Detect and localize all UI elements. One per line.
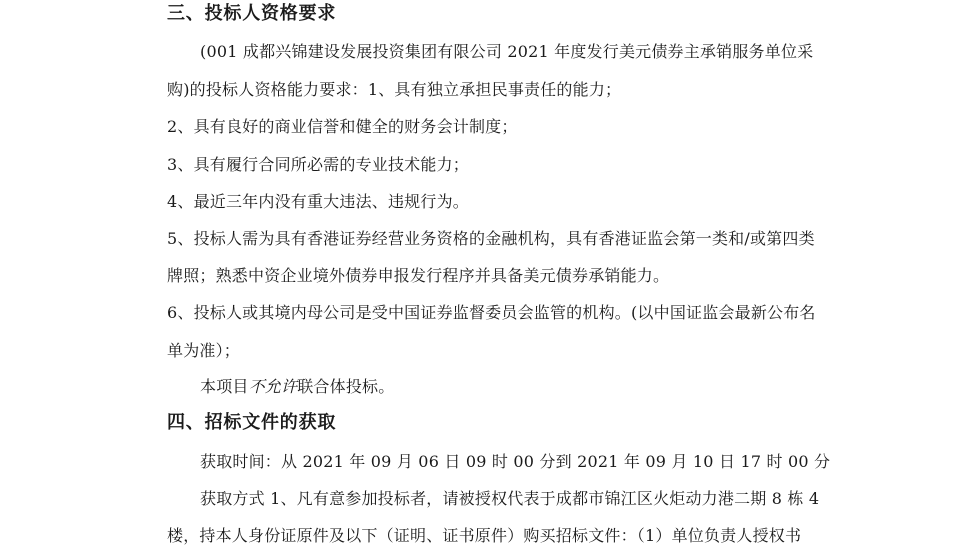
requirement-6-line-2: 单为准）； xyxy=(167,341,241,360)
requirement-5-line-2: 牌照；熟悉中资企业境外债券申报发行程序并具备美元债券承销能力。 xyxy=(167,266,670,285)
qualification-intro-line-2: 购)的投标人资格能力要求：1、具有独立承担民事责任的能力； xyxy=(167,80,622,99)
acquisition-method-line-1: 获取方式 1、凡有意参加投标者，请被授权代表于成都市锦江区火炬动力港二期 8 栋 4 xyxy=(200,489,820,508)
consortium-not-allowed: 不允许 xyxy=(248,377,298,396)
consortium-note xyxy=(200,377,394,397)
requirement-2: 2、具有良好的商业信誉和健全的财务会计制度； xyxy=(167,117,518,136)
requirement-3: 3、具有履行合同所必需的专业技术能力； xyxy=(167,155,469,174)
consortium-prefix: 本项目 xyxy=(200,377,249,396)
qualification-intro-line-1: (001 成都兴锦建设发展投资集团有限公司 2021 年度发行美元债券主承销服务单位采 xyxy=(200,42,814,61)
requirement-6-line-1: 6、投标人或其境内母公司是受中国证券监督委员会监管的机构。(以中国证监会最新公布名 xyxy=(167,303,816,322)
acquisition-method-line-2: 楼，持本人身份证原件及以下（证明、证书原件）购买招标文件：（1）单位负责人授权书 xyxy=(167,526,802,545)
requirement-5-line-1: 5、投标人需为具有香港证券经营业务资格的金融机构，具有香港证监会第一类和/或第四类 xyxy=(167,229,815,248)
section-4-heading: 四、招标文件的获取 xyxy=(167,412,337,433)
section-3-heading: 三、投标人资格要求 xyxy=(167,3,337,24)
requirement-4: 4、最近三年内没有重大违法、违规行为。 xyxy=(167,192,469,211)
acquisition-time: 获取时间：从 2021 年 09 月 06 日 09 时 00 分到 2021 年 09 月 10 日 17 时 00 分 xyxy=(200,452,831,471)
consortium-suffix: 联合体投标。 xyxy=(297,377,395,396)
